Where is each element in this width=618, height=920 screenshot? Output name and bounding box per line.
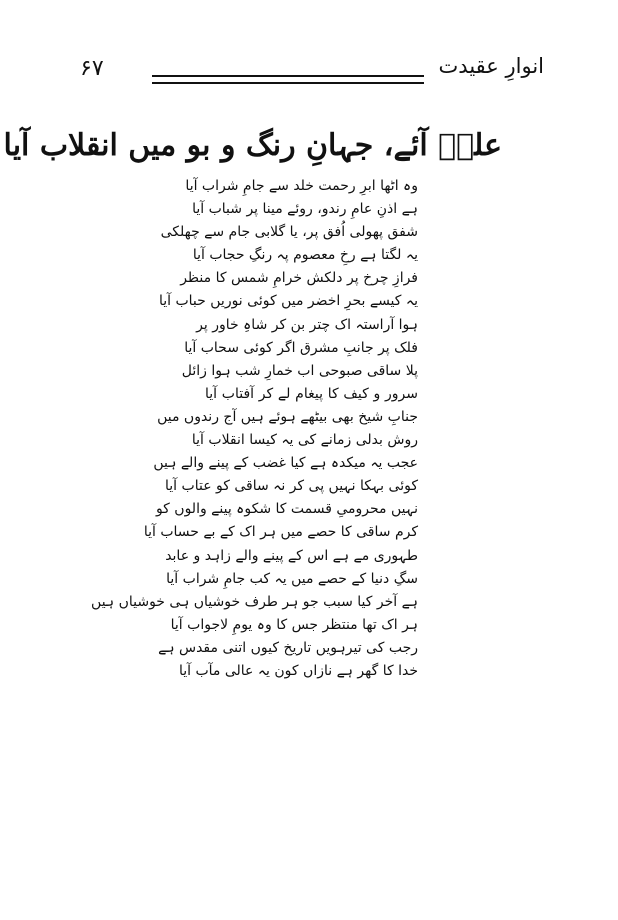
verse-line: وہ اٹھا ابرِ رحمت خلد سے جامِ شراب آیا xyxy=(185,178,418,194)
verse-line: خدا کا گھر ہے نازاں کون یہ عالی مآب آیا xyxy=(178,662,418,679)
verse-line: یہ لگتا ہے رخِ معصوم پہ رنگِ حجاب آیا xyxy=(192,247,418,264)
verse-line: نہیں محرومیِ قسمت کا شکوہ پینے والوں کو xyxy=(155,501,418,518)
verse-line: طہوری مے ہے اس کے پینے والے زاہد و عابد xyxy=(165,547,418,564)
verse-line: فلک پر جانبِ مشرق اگر کوئی سحاب آیا xyxy=(184,339,418,356)
verse-line: رجب کی تیرہویں تاریخ کیوں اتنی مقدس ہے xyxy=(158,639,418,656)
page-header xyxy=(0,0,618,100)
poem-verses xyxy=(91,175,418,683)
verse-line: پلا ساقی صبوحی اب خمارِ شب ہوا زائل xyxy=(181,362,418,379)
page-number: ۶۷ xyxy=(80,56,104,81)
verse-line: کوئی بہکا نہیں پی کر نہ ساقی کو عتاب آیا xyxy=(165,478,418,495)
verse-line: ہوا آراستہ اک چتر بن کر شاہِ خاور پر xyxy=(196,316,418,333)
verse-line: عجب یہ میکدہ ہے کیا غضب کے پینے والے ہیں xyxy=(153,455,418,472)
verse-line: ہے آخر کیا سبب جو ہر طرف خوشیاں ہی خوشیاں ہیں xyxy=(91,593,418,610)
verse-line: فرازِ چرخ پر دلکش خرامِ شمس کا منظر xyxy=(180,270,418,287)
verse-line: یہ کیسے بحرِ اخضر میں کوئی نوریں حباب آیا xyxy=(158,293,418,310)
verse-line: سگِ دنیا کے حصے میں یہ کب جامِ شراب آیا xyxy=(166,570,418,587)
poem-title: علیؑ آئے، جہانِ رنگ و بو میں انقلاب آیا xyxy=(3,128,502,163)
verse-line: ہے اذنِ عامِ رندو، روئے مینا پر شباب آیا xyxy=(192,201,418,218)
verse-line: روش بدلی زمانے کی یہ کیسا انقلاب آیا xyxy=(191,432,418,449)
verse-line: شفق پھولی اُفق پر، یا گلابی جام سے چھلکی xyxy=(160,224,418,241)
verse-line: سرور و کیف کا پیغام لے کر آفتاب آیا xyxy=(205,385,418,402)
verse-line: جنابِ شیخ بھی بیٹھے ہوئے ہیں آج رندوں میں xyxy=(157,408,418,425)
verse-line: ہر اک تھا منتظر جس کا وہ یومِ لاجواب آیا xyxy=(170,616,418,633)
verse-line: کرم ساقی کا حصے میں ہر اک کے بے حساب آیا xyxy=(143,524,418,541)
header-rule-bottom xyxy=(152,82,424,84)
running-book-title: انوارِ عقیدت xyxy=(438,54,544,78)
header-rule-top xyxy=(152,75,424,77)
